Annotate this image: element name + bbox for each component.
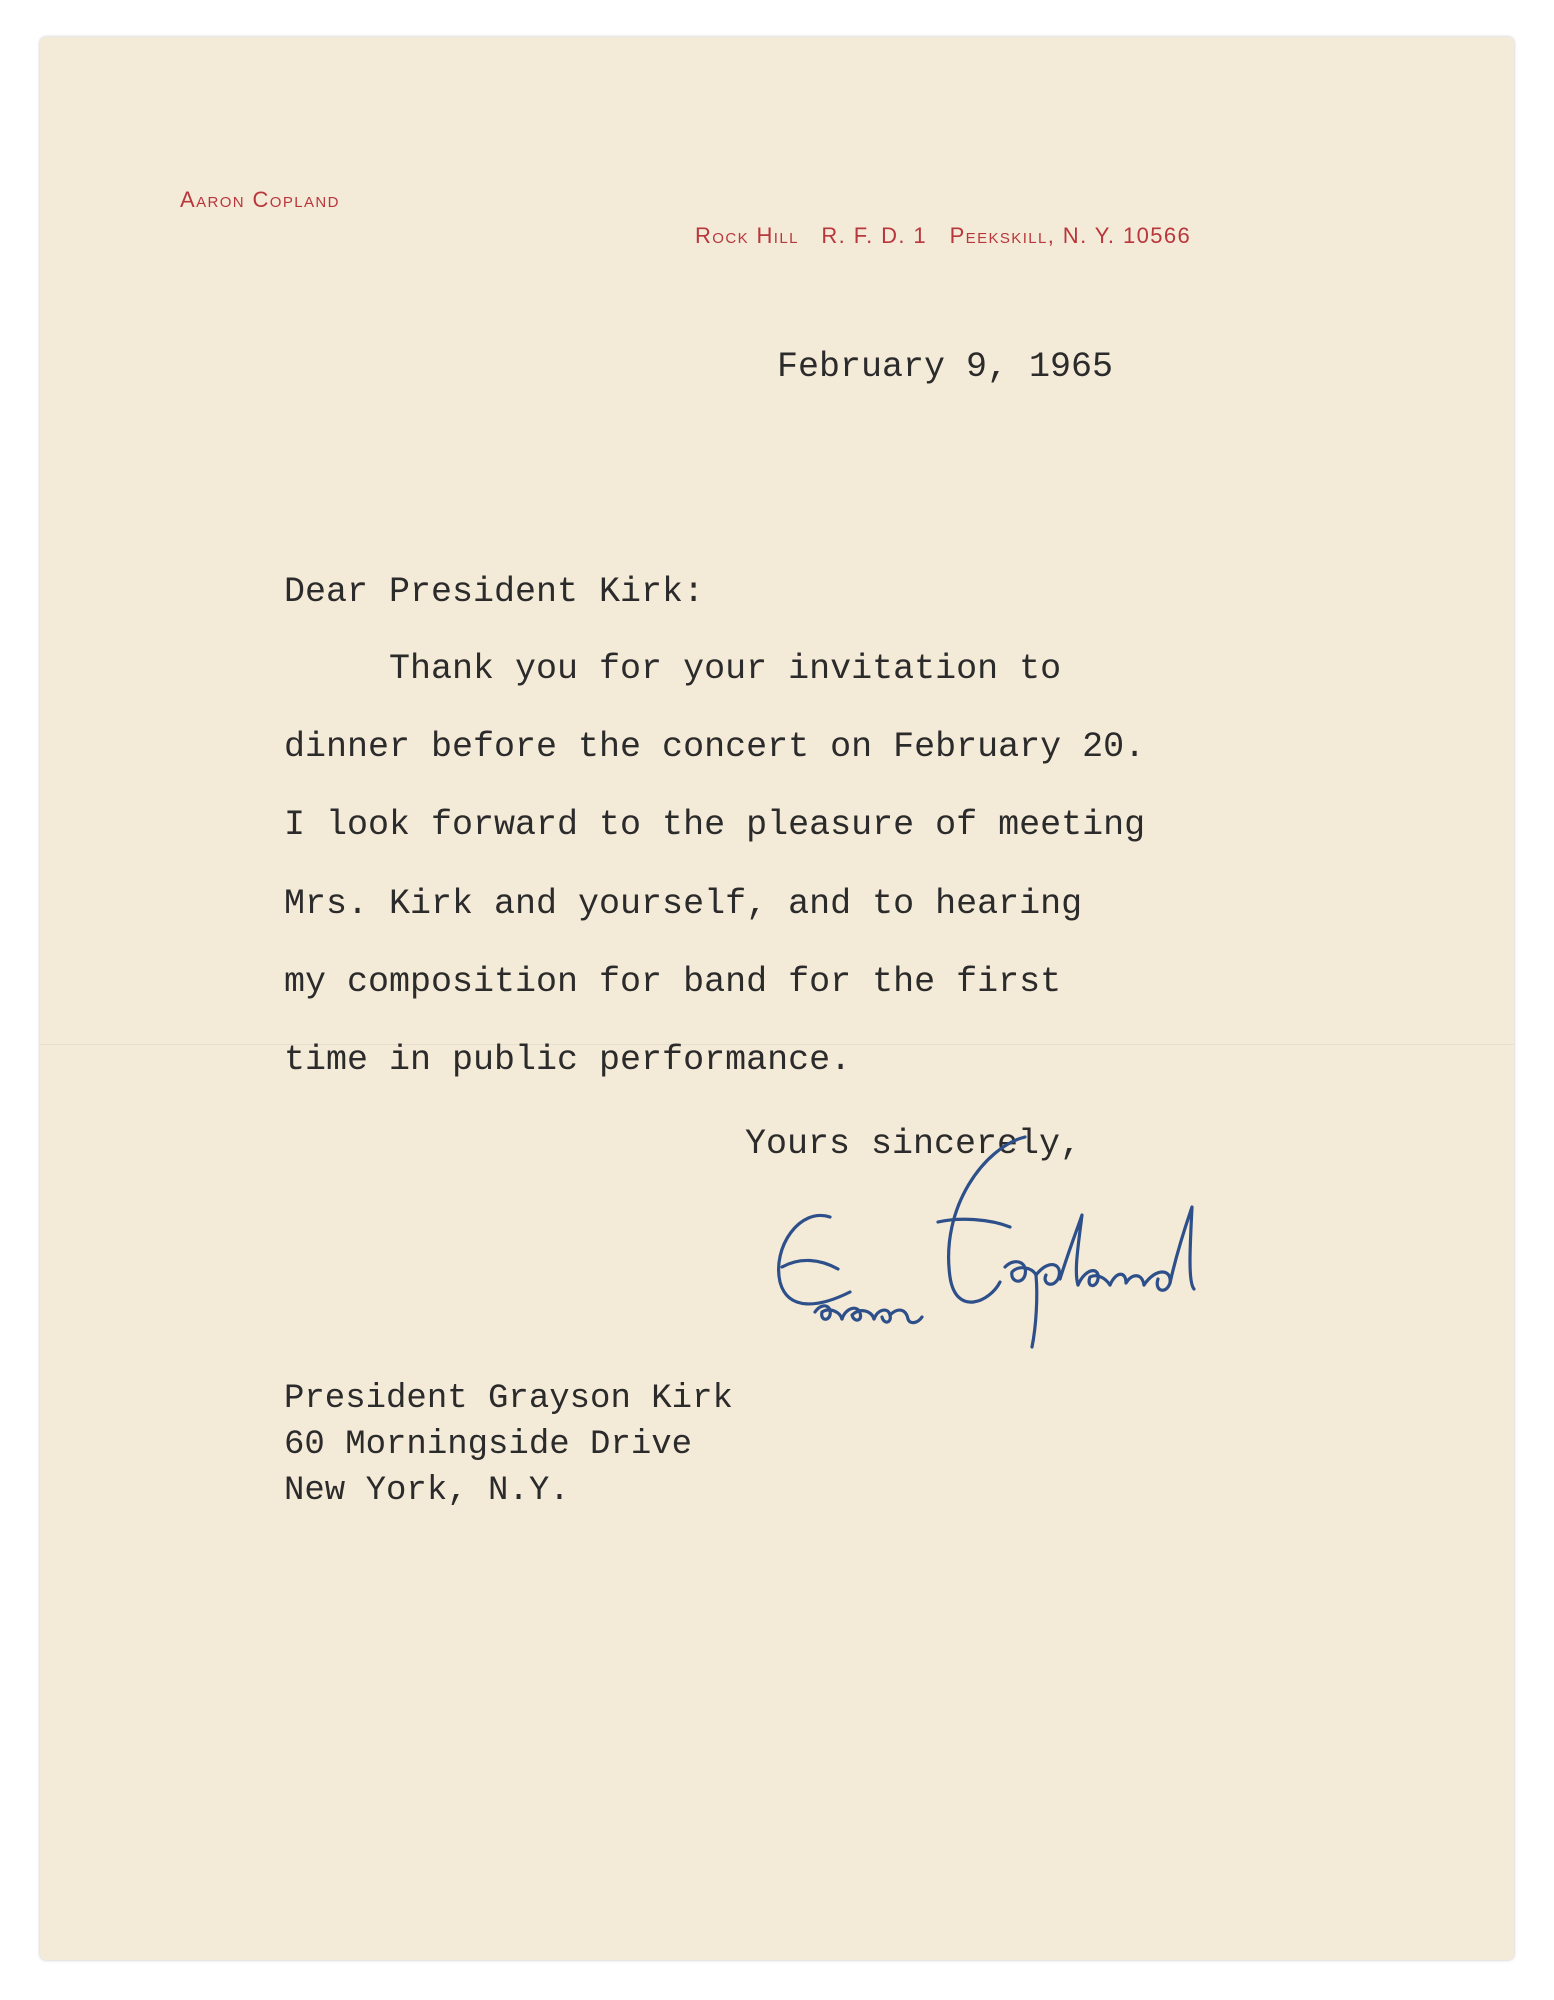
salutation: Dear President Kirk: <box>284 572 705 612</box>
body-line-3: I look forward to the pleasure of meeting <box>284 805 1146 845</box>
signature <box>760 1107 1410 1357</box>
recipient-street: 60 Morningside Drive <box>284 1426 693 1464</box>
body-line-5: my composition for band for the first <box>284 962 1062 1002</box>
body-line-6: time in public performance. <box>284 1040 852 1080</box>
letter-date: February 9, 1965 <box>777 347 1114 387</box>
letterhead-name: Aaron Copland <box>180 187 340 212</box>
letterhead-address: Rock Hill R. F. D. 1 Peekskill, N. Y. 10566 <box>695 223 1192 248</box>
body-line-4: Mrs. Kirk and yourself, and to hearing <box>284 884 1083 924</box>
body-line-1: Thank you for your invitation to <box>284 649 1062 689</box>
closing: Yours sincerely, <box>745 1124 1082 1164</box>
recipient-name: President Grayson Kirk <box>284 1380 733 1418</box>
body-line-2: dinner before the concert on February 20. <box>284 727 1146 767</box>
recipient-city: New York, N.Y. <box>284 1472 570 1510</box>
letter-paper <box>40 37 1514 1960</box>
